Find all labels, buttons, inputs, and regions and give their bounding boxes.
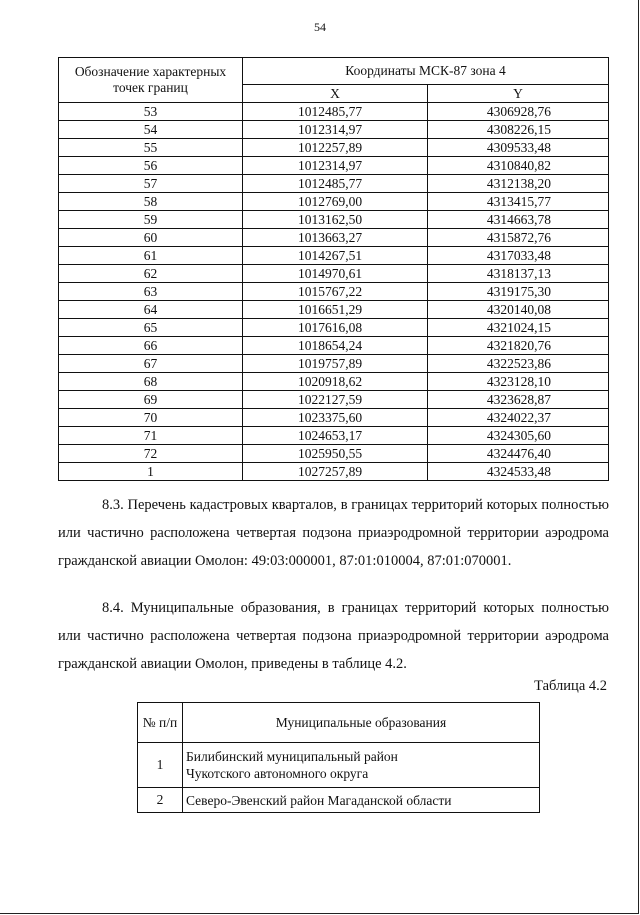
y-coordinate-cell: 4306928,76 [428,103,609,121]
x-coordinate-cell: 1012314,97 [243,157,428,175]
point-cell: 65 [59,319,243,337]
x-coordinate-cell: 1027257,89 [243,463,428,481]
table-row [59,355,609,373]
x-coordinate-cell: 1012769,00 [243,193,428,211]
table-row [59,319,609,337]
y-coordinate-cell: 4312138,20 [428,175,609,193]
table-row [59,445,609,463]
header-point-label: Обозначение характерных точек границ [59,58,243,103]
table-row [59,211,609,229]
x-coordinate-cell: 1025950,55 [243,445,428,463]
y-coordinate-cell: 4314663,78 [428,211,609,229]
x-coordinate-cell: 1018654,24 [243,337,428,355]
x-coordinate-cell: 1019757,89 [243,355,428,373]
municipality-name-line1: Билибинский муниципальный район [186,749,398,764]
y-coordinate-cell: 4324022,37 [428,409,609,427]
y-coordinate-cell: 4322523,86 [428,355,609,373]
y-coordinate-cell: 4323628,87 [428,391,609,409]
table-row [59,427,609,445]
table-row [59,121,609,139]
table-row [59,301,609,319]
header-x-label: X [243,85,428,103]
y-coordinate-cell: 4315872,76 [428,229,609,247]
table-caption: Таблица 4.2 [534,678,607,694]
point-cell: 68 [59,373,243,391]
x-coordinate-cell: 1023375,60 [243,409,428,427]
paragraph-8-4-text: 8.4. Муниципальные образования, в границах территорий которых полностью или частично расположена четвертая подзона приаэродромной территории аэродрома гражданской авиации Омолон, приведены в таблице 4.2. [58,600,609,672]
table-row [59,247,609,265]
page-number: 54 [314,20,326,34]
y-coordinate-cell: 4321024,15 [428,319,609,337]
x-coordinate-cell: 1020918,62 [243,373,428,391]
paragraph-8-3-text: 8.3. Перечень кадастровых кварталов, в границах территорий которых полностью или частично расположена четвертая подзона приаэродромной территории аэродрома гражданской авиации Омолон: 49:03:000001, 87:01:010004, 87:01:070001. [58,497,609,569]
point-cell: 60 [59,229,243,247]
x-coordinate-cell: 1016651,29 [243,301,428,319]
point-cell: 67 [59,355,243,373]
y-coordinate-cell: 4310840,82 [428,157,609,175]
x-coordinate-cell: 1012485,77 [243,103,428,121]
point-cell: 53 [59,103,243,121]
x-coordinate-cell: 1012485,77 [243,175,428,193]
point-cell: 62 [59,265,243,283]
point-cell: 71 [59,427,243,445]
point-cell: 69 [59,391,243,409]
municipality-name [183,788,540,813]
table-row [59,157,609,175]
point-cell: 66 [59,337,243,355]
point-cell: 64 [59,301,243,319]
table-row [59,391,609,409]
table-row [59,229,609,247]
table-row [59,337,609,355]
table-row [59,103,609,121]
point-cell: 61 [59,247,243,265]
y-coordinate-cell: 4323128,10 [428,373,609,391]
paragraph-8-4 [58,594,609,678]
table-row [59,193,609,211]
table-row [138,788,540,813]
municipality-name-line1: Северо-Эвенский район Магаданской области [186,792,452,808]
y-coordinate-cell: 4313415,77 [428,193,609,211]
point-cell: 59 [59,211,243,229]
y-coordinate-cell: 4324476,40 [428,445,609,463]
y-coordinate-cell: 4321820,76 [428,337,609,355]
point-cell: 72 [59,445,243,463]
y-coordinate-cell: 4317033,48 [428,247,609,265]
y-coordinate-cell: 4324533,48 [428,463,609,481]
row-number: 1 [138,743,183,788]
x-coordinate-cell: 1013663,27 [243,229,428,247]
x-coordinate-cell: 1024653,17 [243,427,428,445]
table-row [59,175,609,193]
paragraph-8-3 [58,491,609,575]
point-cell: 70 [59,409,243,427]
point-cell: 56 [59,157,243,175]
coordinates-table [58,57,609,481]
point-cell: 1 [59,463,243,481]
y-coordinate-cell: 4318137,13 [428,265,609,283]
x-coordinate-cell: 1012314,97 [243,121,428,139]
x-coordinate-cell: 1014970,61 [243,265,428,283]
point-cell: 55 [59,139,243,157]
x-coordinate-cell: 1015767,22 [243,283,428,301]
table-row [59,283,609,301]
coordinates-table-body [59,103,609,481]
x-coordinate-cell: 1014267,51 [243,247,428,265]
header-y-label: Y [428,85,609,103]
table-row [59,409,609,427]
municipality-name [183,743,540,788]
y-coordinate-cell: 4320140,08 [428,301,609,319]
table-row [59,463,609,481]
municipalities-table [137,702,540,813]
table-row [59,373,609,391]
header-municipalities-label: Муниципальные образования [183,703,540,743]
point-cell: 57 [59,175,243,193]
x-coordinate-cell: 1017616,08 [243,319,428,337]
header-coordinates-label: Координаты МСК-87 зона 4 [243,58,609,85]
y-coordinate-cell: 4308226,15 [428,121,609,139]
x-coordinate-cell: 1013162,50 [243,211,428,229]
municipality-name-line2: Чукотского автономного округа [186,766,369,781]
row-number: 2 [138,788,183,813]
x-coordinate-cell: 1022127,59 [243,391,428,409]
x-coordinate-cell: 1012257,89 [243,139,428,157]
y-coordinate-cell: 4324305,60 [428,427,609,445]
header-number-label: № п/п [138,703,183,743]
y-coordinate-cell: 4319175,30 [428,283,609,301]
point-cell: 58 [59,193,243,211]
table-row [59,139,609,157]
table-row [138,743,540,788]
point-cell: 63 [59,283,243,301]
table-row [59,265,609,283]
y-coordinate-cell: 4309533,48 [428,139,609,157]
point-cell: 54 [59,121,243,139]
